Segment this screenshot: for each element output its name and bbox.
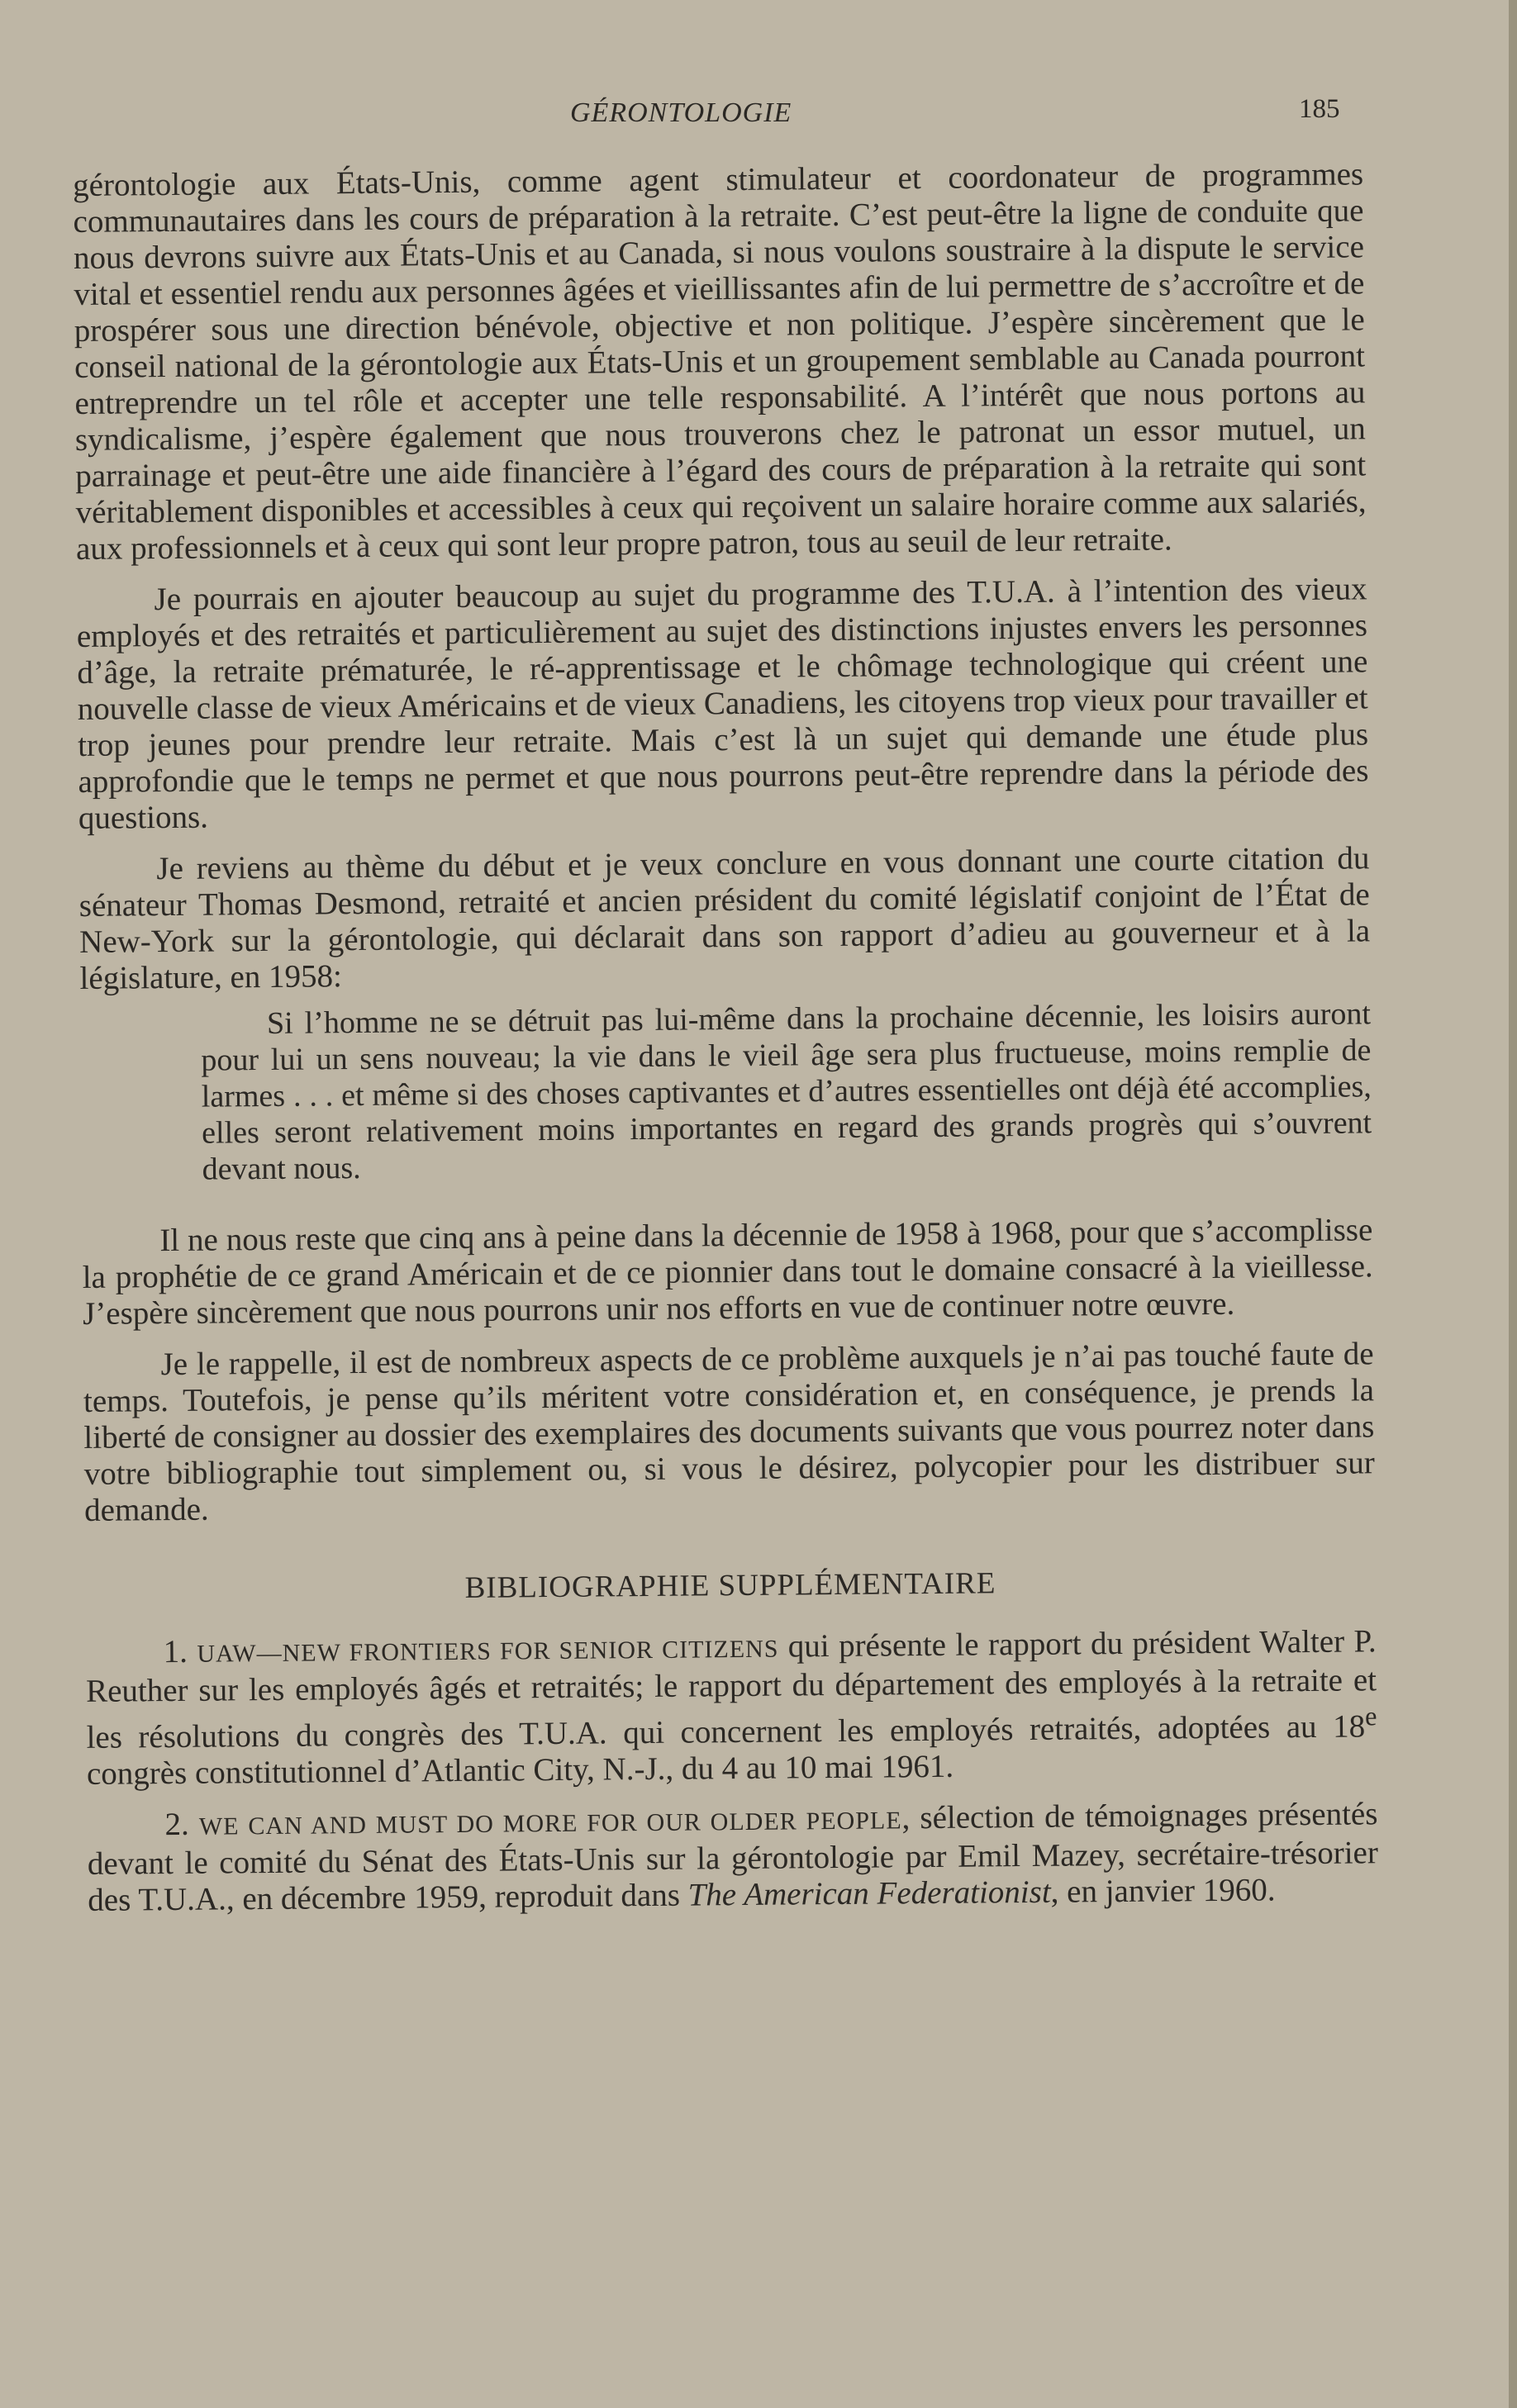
body-text	[73, 156, 1379, 1934]
paragraph-1: gérontologie aux États-Unis, comme agent stimulateur et coordonateur de programmes communautaires dans les cours de préparation à la retraite. C’est peut-être la ligne de conduite que nous devrons suivre aux États-Unis et au Canada, si nous voulons soustraire à la dispute le service vital et essentiel rendu aux personnes âgées et vieillissantes afin de lui permettre de s’accroître et de prospérer sous une direction bénévole, objective et non politique. J’espère sincèrement que le conseil national de la gérontologie aux États-Unis et un groupement semblable au Canada pourront entreprendre un tel rôle et accepter une telle responsabilité. A l’intérêt que nous portons au syndicalisme, j’espère également que nous trouverons chez le patronat un essor mutuel, un parrainage et peut-être une aide financière à l’égard des cours de préparation à la retraite qui sont véritablement disponibles et accessibles à ceux qui reçoivent un salaire horaire comme aux salariés, aux professionnels et à ceux qui sont leur propre patron, tous au seuil de leur retraite.	[73, 156, 1367, 567]
bibliography-description: , sélection de témoignages présentés devant le comité du Sénat des États-Unis sur la gérontologie par Emil Mazey, secrétaire-trésorier des T.U.A., en décembre 1959, reproduit dans	[87, 1796, 1379, 1918]
bibliography-item-1	[85, 1623, 1377, 1793]
bibliography-list	[85, 1623, 1378, 1919]
page-number: 185	[1299, 94, 1340, 124]
bibliography-title: WE CAN AND MUST DO MORE FOR OUR OLDER PEOPLE	[198, 1807, 902, 1840]
publication-name: The American Federationist	[687, 1874, 1051, 1913]
closing-paragraph-1: Il ne nous reste que cinq ans à peine dans la décennie de 1958 à 1968, pour que s’accomplisse la prophétie de ce grand Américain et de ce pionnier dans tout le domaine consacré à la vieillesse. J’espère sincèrement que nous pourrons unir nos efforts en vue de continuer notre œuvre.	[82, 1212, 1373, 1332]
paragraph-3: Je reviens au thème du début et je veux conclure en vous donnant une courte citation du sénateur Thomas Desmond, retraité et ancien président du comité législatif conjoint de l’État de New-York sur la gérontologie, qui déclarait dans son rapport d’adieu au gouverneur et à la législature, en 1958:	[78, 840, 1371, 996]
bibliography-item-number: 1.	[163, 1633, 188, 1670]
running-title: GÉRONTOLOGIE	[570, 97, 792, 128]
paragraph-2: Je pourrais en ajouter beaucoup au sujet du programme des T.U.A. à l’intention des vieux employés et des retraités et particulièrement au sujet des distinctions injustes envers les personnes d’âge, la retraite prématurée, le ré-apprentissage et le chômage technologique qui créent une nouvelle classe de vieux Américains et de vieux Canadiens, les citoyens trop vieux pour travailler et trop jeunes pour prendre leur retraite. Mais c’est là un sujet qui demande une étude plus approfondie que le temps ne permet et que nous pourrons peut-être reprendre dans la période des questions.	[76, 571, 1369, 836]
bibliography-item-2	[87, 1796, 1378, 1919]
block-quote: Si l’homme ne se détruit pas lui-même dans la prochaine décennie, les loisirs auront pour lui un sens nouveau; la vie dans le vieil âge sera plus fructueuse, moins remplie de larmes . . . et même si des choses captivantes et d’autres essentielles ont déjà été accomplies, elles seront relativement moins importantes en regard des grands progrès qui s’ouvrent devant nous.	[201, 996, 1372, 1187]
bibliography-description-end: , en janvier 1960.	[1050, 1872, 1276, 1910]
bibliography-item-number: 2.	[164, 1806, 189, 1843]
bibliography-title: UAW—NEW FRONTIERS FOR SENIOR CITIZENS	[197, 1635, 779, 1668]
bibliography-heading: BIBLIOGRAPHIE SUPPLÉMENTAIRE	[464, 1566, 996, 1605]
bibliography-description-end: congrès constitutionnel d’Atlantic City, N.-J., du 4 au 10 mai 1961.	[86, 1748, 954, 1792]
closing-paragraph-2: Je le rappelle, il est de nombreux aspects de ce problème auxquels je n’ai pas touché faute de temps. Toutefois, je pense qu’ils méritent votre considération et, en conséquence, je prends la liberté de consigner au dossier des exemplaires des documents suivants que vous pourrez noter dans votre bibliographie tout simplement ou, si vous le désirez, polycopier pour les distribuer sur demande.	[83, 1336, 1375, 1528]
bibliography-description: qui présente le rapport du président Walter P. Reuther sur les employés âgés et retraités; le rapport du département des employés à la retraite et les résolutions du congrès des T.U.A. qui concernent les employés retraités, adoptées au 18	[85, 1623, 1377, 1755]
ordinal-superscript: e	[1364, 1702, 1377, 1732]
